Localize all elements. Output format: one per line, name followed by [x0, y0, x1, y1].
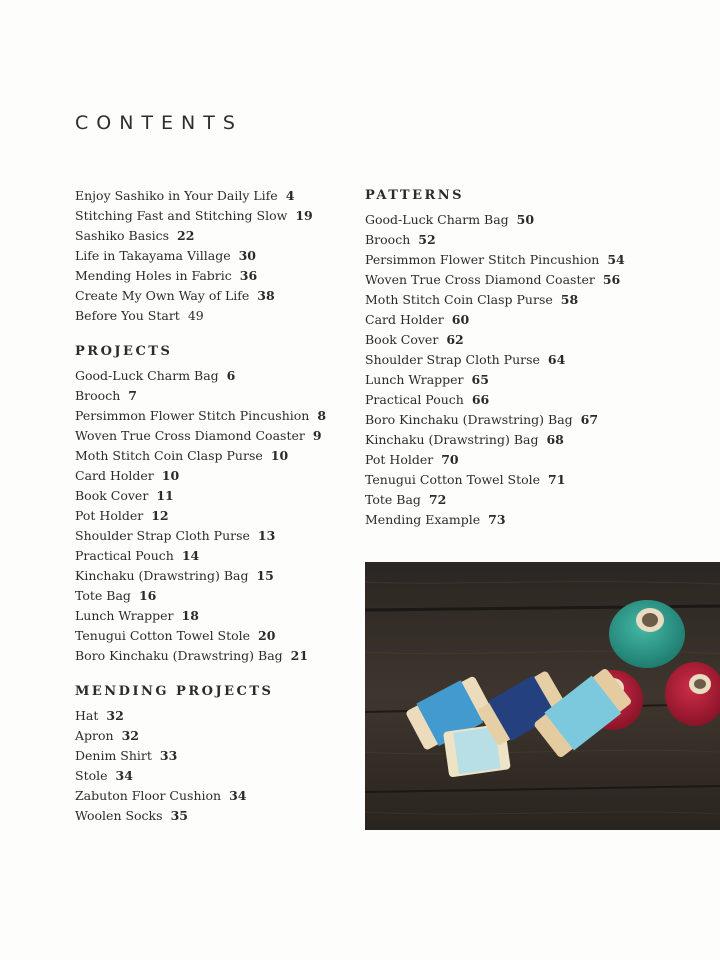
toc-entry-title: Stitching Fast and Stitching Slow [75, 208, 288, 223]
toc-entry-title: Practical Pouch [365, 392, 464, 407]
toc-entry-page-number: 68 [546, 432, 564, 447]
toc-entry-title: Woven True Cross Diamond Coaster [75, 428, 305, 443]
toc-entry [75, 646, 365, 666]
toc-entry-page-number: 36 [239, 268, 258, 283]
toc-entry-page-number: 70 [441, 452, 459, 467]
toc-entry [365, 270, 695, 290]
toc-entry-title: Tenugui Cotton Towel Stole [365, 472, 541, 487]
toc-entry [75, 526, 365, 546]
toc-entry-title: Denim Shirt [75, 748, 152, 763]
toc-entry-page-number: 73 [488, 512, 506, 527]
toc-entry-page-number: 71 [548, 472, 566, 487]
toc-entry-title: Tote Bag [75, 588, 131, 603]
toc-entry-page-number: 14 [181, 548, 200, 563]
toc-entry [75, 206, 365, 226]
patterns-heading: PATTERNS [365, 188, 465, 203]
toc-entry-title: Moth Stitch Coin Clasp Purse [365, 292, 553, 307]
toc-entry-title: Boro Kinchaku (Drawstring) Bag [365, 412, 573, 427]
toc-entry-title: Brooch [75, 388, 121, 403]
toc-entry-page-number: 38 [257, 288, 275, 303]
toc-entry [365, 230, 695, 250]
patterns-list [365, 210, 695, 530]
toc-entry [75, 486, 365, 506]
toc-entry-page-number: 8 [317, 408, 327, 423]
toc-entry-page-number: 13 [257, 528, 276, 543]
toc-entry-title: Boro Kinchaku (Drawstring) Bag [75, 648, 283, 663]
toc-entry [365, 450, 695, 470]
toc-entry [75, 806, 365, 826]
toc-entry [75, 286, 365, 306]
toc-entry [75, 246, 365, 266]
toc-entry-title: Before You Start [75, 308, 180, 323]
projects-list [75, 366, 365, 666]
projects-heading: PROJECTS [75, 344, 173, 359]
toc-entry-title: Pot Holder [365, 452, 434, 467]
toc-entry-title: Kinchaku (Drawstring) Bag [365, 432, 539, 447]
toc-entry-page-number: 60 [451, 312, 470, 327]
toc-entry-title: Stole [75, 768, 108, 783]
toc-entry-page-number: 6 [226, 368, 236, 383]
toc-entry-title: Tenugui Cotton Towel Stole [75, 628, 251, 643]
toc-entry [75, 786, 365, 806]
toc-entry-title: Good-Luck Charm Bag [365, 212, 509, 227]
toc-entry [365, 370, 695, 390]
page-title: CONTENTS [75, 112, 243, 134]
toc-entry-page-number: 15 [256, 568, 274, 583]
toc-entry [365, 430, 695, 450]
toc-entry [75, 726, 365, 746]
toc-entry [365, 210, 695, 230]
toc-entry [75, 426, 365, 446]
toc-entry [75, 586, 365, 606]
toc-entry-page-number: 67 [580, 412, 599, 427]
toc-entry-title: Mending Holes in Fabric [75, 268, 232, 283]
toc-entry [365, 490, 695, 510]
toc-entry-page-number: 16 [138, 588, 157, 603]
toc-entry-title: Book Cover [365, 332, 439, 347]
toc-entry [75, 466, 365, 486]
intro-list [75, 186, 365, 326]
toc-entry-title: Lunch Wrapper [75, 608, 174, 623]
toc-entry-title: Card Holder [365, 312, 444, 327]
toc-entry [365, 470, 695, 490]
contents-right-column [365, 186, 695, 530]
toc-entry-page-number: 52 [418, 232, 436, 247]
toc-entry-title: Pot Holder [75, 508, 144, 523]
toc-entry [75, 746, 365, 766]
toc-entry [75, 386, 365, 406]
toc-entry-page-number: 19 [295, 208, 313, 223]
toc-entry-page-number: 22 [177, 228, 195, 243]
toc-entry [365, 310, 695, 330]
toc-entry-title: Shoulder Strap Cloth Purse [75, 528, 250, 543]
toc-entry-page-number: 66 [471, 392, 490, 407]
toc-entry-title: Apron [75, 728, 114, 743]
toc-entry-page-number: 64 [547, 352, 566, 367]
toc-entry [75, 226, 365, 246]
toc-entry-page-number: 11 [156, 488, 174, 503]
toc-entry-page-number: 72 [428, 492, 447, 507]
toc-entry [365, 250, 695, 270]
toc-entry-title: Persimmon Flower Stitch Pincushion [75, 408, 310, 423]
toc-entry-title: Brooch [365, 232, 411, 247]
toc-entry [75, 706, 365, 726]
toc-entry-title: Enjoy Sashiko in Your Daily Life [75, 188, 278, 203]
toc-entry-title: Moth Stitch Coin Clasp Purse [75, 448, 263, 463]
toc-entry-title: Shoulder Strap Cloth Purse [365, 352, 540, 367]
toc-entry-title: Zabuton Floor Cushion [75, 788, 222, 803]
toc-entry-title: Life in Takayama Village [75, 248, 231, 263]
toc-entry-title: Mending Example [365, 512, 481, 527]
toc-entry-page-number: 56 [602, 272, 621, 287]
toc-entry-title: Persimmon Flower Stitch Pincushion [365, 252, 600, 267]
toc-entry-page-number: 35 [170, 808, 188, 823]
toc-entry-title: Lunch Wrapper [365, 372, 464, 387]
toc-entry-title: Woolen Socks [75, 808, 163, 823]
toc-entry-title: Good-Luck Charm Bag [75, 368, 219, 383]
toc-entry-page-number: 58 [560, 292, 579, 307]
toc-entry [75, 266, 365, 286]
toc-entry-title: Create My Own Way of Life [75, 288, 250, 303]
toc-entry-page-number: 20 [258, 628, 276, 643]
toc-entry-page-number: 21 [290, 648, 309, 663]
toc-entry-page-number: 9 [312, 428, 322, 443]
toc-entry-page-number: 65 [471, 372, 489, 387]
toc-entry-page-number: 54 [607, 252, 625, 267]
toc-entry-page-number: 32 [106, 708, 124, 723]
toc-entry-page-number: 34 [115, 768, 133, 783]
toc-entry-page-number: 50 [516, 212, 535, 227]
toc-entry-page-number: 12 [151, 508, 169, 523]
toc-entry [75, 446, 365, 466]
toc-entry-title: Sashiko Basics [75, 228, 170, 243]
toc-entry [75, 506, 365, 526]
mending-projects-list [75, 706, 365, 826]
toc-entry [365, 510, 695, 530]
thread-spools-photo [365, 562, 720, 830]
toc-entry-page-number: 7 [128, 388, 137, 403]
toc-entry-title: Hat [75, 708, 99, 723]
toc-entry-title: Card Holder [75, 468, 154, 483]
toc-entry [365, 330, 695, 350]
toc-entry-page-number: 30 [238, 248, 257, 263]
toc-entry [75, 366, 365, 386]
toc-entry-page-number: 10 [161, 468, 180, 483]
toc-entry-page-number: 10 [270, 448, 289, 463]
toc-entry [365, 410, 695, 430]
mending-projects-heading: MENDING PROJECTS [75, 684, 274, 699]
toc-entry-title: Tote Bag [365, 492, 421, 507]
toc-entry [365, 390, 695, 410]
toc-entry [365, 290, 695, 310]
toc-entry-page-number: 49 [187, 308, 204, 323]
toc-entry [75, 546, 365, 566]
toc-entry-page-number: 34 [229, 788, 247, 803]
toc-entry-page-number: 4 [285, 188, 295, 203]
contents-left-column [75, 186, 365, 826]
toc-entry [75, 626, 365, 646]
toc-entry-page-number: 62 [446, 332, 464, 347]
toc-entry-page-number: 33 [159, 748, 178, 763]
toc-entry-title: Practical Pouch [75, 548, 174, 563]
toc-entry-page-number: 18 [181, 608, 199, 623]
toc-entry-title: Kinchaku (Drawstring) Bag [75, 568, 249, 583]
toc-entry [75, 306, 365, 326]
toc-entry [75, 406, 365, 426]
toc-entry [75, 566, 365, 586]
toc-entry [75, 606, 365, 626]
toc-entry-title: Book Cover [75, 488, 149, 503]
toc-entry [75, 186, 365, 206]
toc-entry-title: Woven True Cross Diamond Coaster [365, 272, 595, 287]
toc-entry [365, 350, 695, 370]
toc-entry-page-number: 32 [121, 728, 139, 743]
toc-entry [75, 766, 365, 786]
